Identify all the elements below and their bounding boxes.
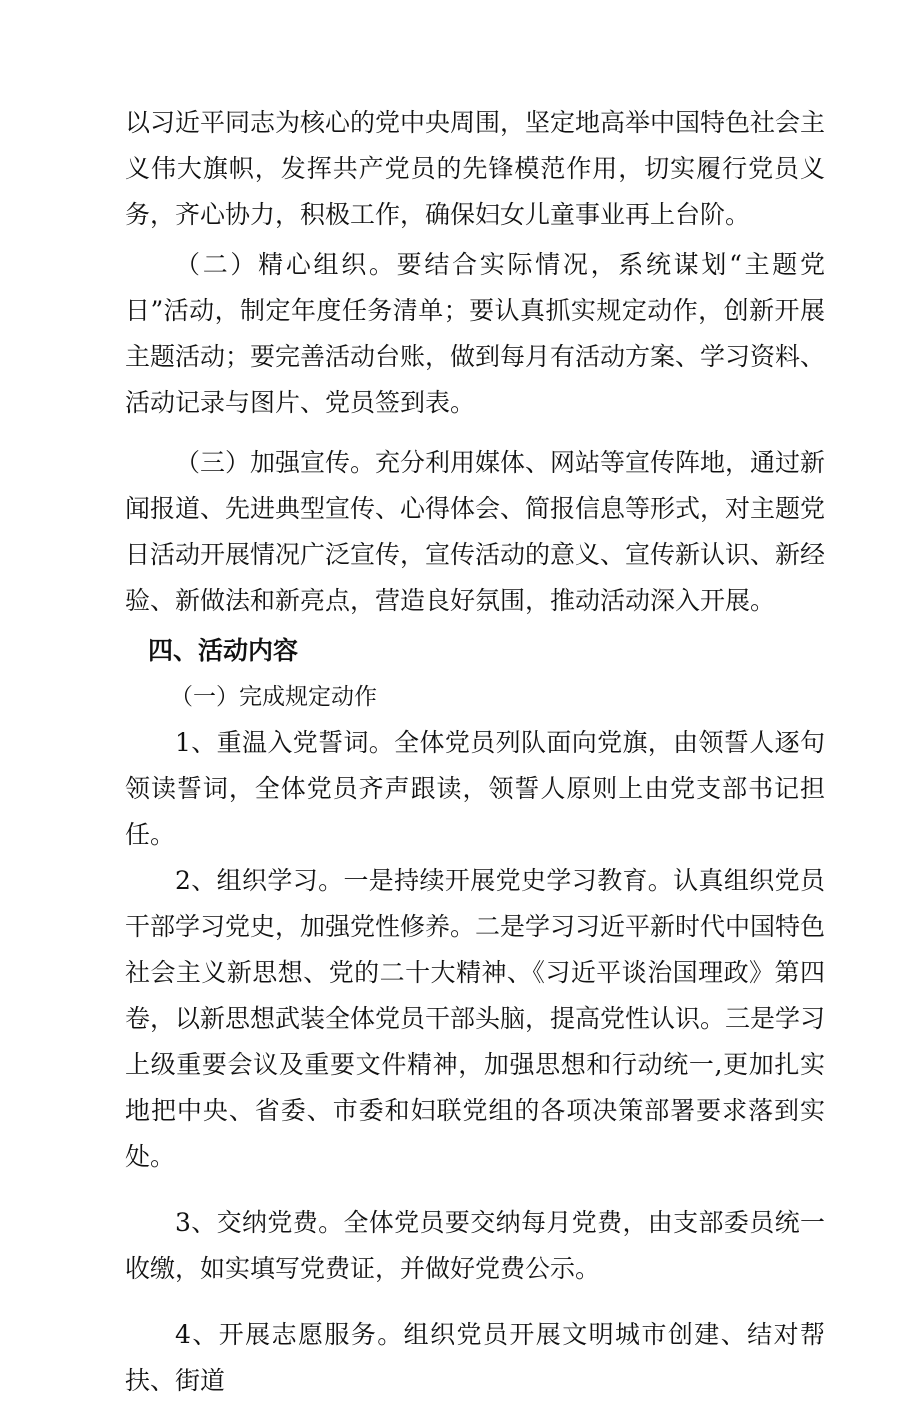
paragraph-organization: （二）精心组织。要结合实际情况，系统谋划“主题党日”活动，制定年度任务清单；要认真抓实规定动作，创新开展主题活动；要完善活动台账，做到每月有活动方案、学习资料、活动记录与图片、党员签到表。 [125, 250, 826, 417]
section-heading-activity-content: 四、活动内容 [148, 636, 299, 665]
paragraph-publicity: （三）加强宣传。充分利用媒体、网站等宣传阵地，通过新闻报道、先进典型宣传、心得体会、简报信息等形式，对主题党日活动开展情况广泛宣传，宣传活动的意义、宣传新认识、新经验、新做法和新亮点，营造良好氛围，推动活动深入开展。 [125, 448, 826, 615]
subsection-heading-required-actions: （一）完成规定动作 [170, 684, 377, 710]
list-item-volunteer-service: 4、开展志愿服务。组织党员开展文明城市创建、结对帮扶、街道 [125, 1320, 825, 1395]
paragraph-continuation: 以习近平同志为核心的党中央周围，坚定地高举中国特色社会主义伟大旗帜，发挥共产党员的先锋模范作用，切实履行党员义务，齐心协力，积极工作，确保妇女儿童事业再上台阶。 [125, 108, 826, 229]
document-body [125, 100, 825, 1404]
list-item-oath: 1、重温入党誓词。全体党员列队面向党旗，由领誓人逐句领读誓词，全体党员齐声跟读，领誓人原则上由党支部书记担任。 [125, 728, 825, 849]
list-item-study: 2、组织学习。一是持续开展党史学习教育。认真组织党员干部学习党史，加强党性修养。二是学习习近平新时代中国特色社会主义新思想、党的二十大精神、《习近平谈治国理政》第四卷，以新思想武装全体党员干部头脑，提高党性认识。三是学习上级重要会议及重要文件精神，加强思想和行动统一,更加扎实地把中央、省委、市委和妇联党组的各项决策部署要求落到实处。 [125, 866, 826, 1171]
list-item-party-dues: 3、交纳党费。全体党员要交纳每月党费，由支部委员统一收缴，如实填写党费证，并做好党费公示。 [125, 1208, 825, 1283]
